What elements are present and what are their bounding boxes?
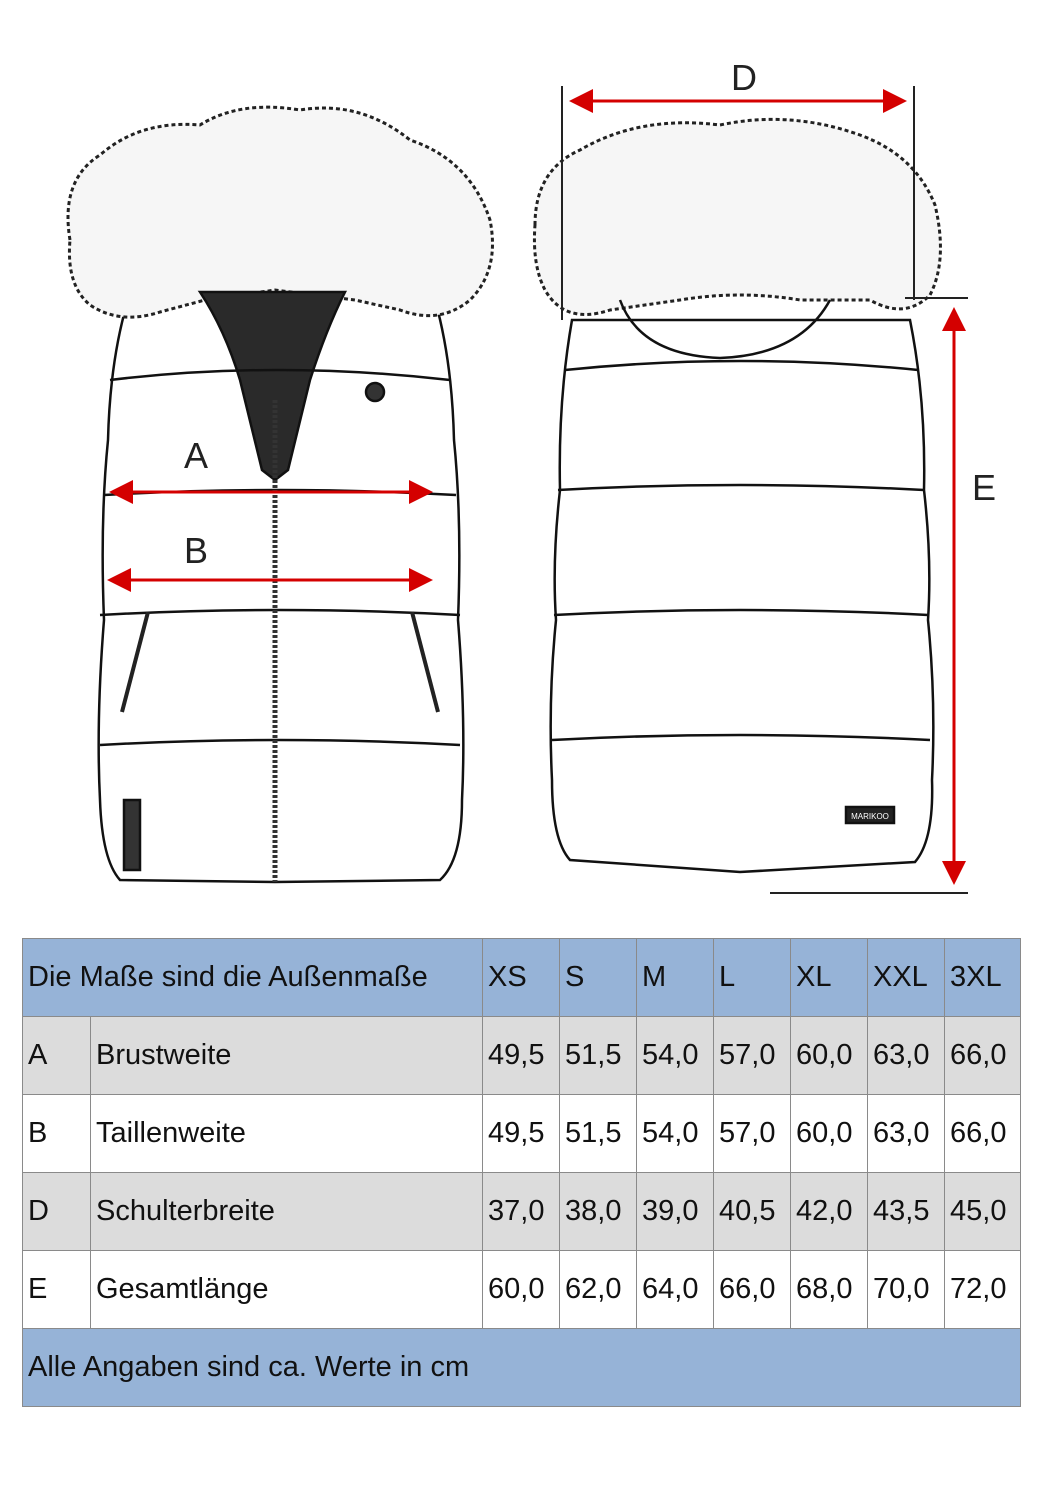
label-b: B [184, 530, 209, 571]
size-table-body [23, 939, 1021, 1407]
table-cell: 45,0 [945, 1173, 1021, 1251]
table-row [23, 1173, 1021, 1251]
table-cell: 63,0 [868, 1095, 945, 1173]
row-name: Schulterbreite [91, 1173, 483, 1251]
row-key: D [23, 1173, 91, 1251]
table-cell: 51,5 [560, 1095, 637, 1173]
table-header-title: Die Maße sind die Außenmaße [23, 939, 483, 1017]
table-cell: 66,0 [945, 1017, 1021, 1095]
table-header-row [23, 939, 1021, 1017]
row-name: Brustweite [91, 1017, 483, 1095]
size-header: L [714, 939, 791, 1017]
table-row [23, 1095, 1021, 1173]
vest-back-view [534, 119, 940, 872]
table-cell: 64,0 [637, 1251, 714, 1329]
table-cell: 54,0 [637, 1095, 714, 1173]
table-cell: 62,0 [560, 1251, 637, 1329]
row-key: B [23, 1095, 91, 1173]
row-key: E [23, 1251, 91, 1329]
table-cell: 66,0 [714, 1251, 791, 1329]
row-name: Taillenweite [91, 1095, 483, 1173]
label-d: D [731, 57, 757, 98]
table-cell: 66,0 [945, 1095, 1021, 1173]
label-e: E [972, 467, 997, 508]
table-cell: 37,0 [483, 1173, 560, 1251]
table-cell: 39,0 [637, 1173, 714, 1251]
table-cell: 54,0 [637, 1017, 714, 1095]
size-header: XL [791, 939, 868, 1017]
table-cell: 57,0 [714, 1095, 791, 1173]
table-cell: 57,0 [714, 1017, 791, 1095]
size-header: 3XL [945, 939, 1021, 1017]
table-cell: 43,5 [868, 1173, 945, 1251]
size-header: XXL [868, 939, 945, 1017]
table-footer-note: Alle Angaben sind ca. Werte in cm [23, 1329, 1021, 1407]
table-cell: 42,0 [791, 1173, 868, 1251]
row-name: Gesamtlänge [91, 1251, 483, 1329]
table-cell: 38,0 [560, 1173, 637, 1251]
size-header: XS [483, 939, 560, 1017]
table-cell: 51,5 [560, 1017, 637, 1095]
row-key: A [23, 1017, 91, 1095]
table-cell: 70,0 [868, 1251, 945, 1329]
table-cell: 68,0 [791, 1251, 868, 1329]
table-cell: 60,0 [483, 1251, 560, 1329]
table-cell: 72,0 [945, 1251, 1021, 1329]
size-header: M [637, 939, 714, 1017]
table-cell: 40,5 [714, 1173, 791, 1251]
table-row [23, 1251, 1021, 1329]
vest-front-view [68, 107, 493, 882]
size-table [22, 938, 1021, 1407]
table-cell: 60,0 [791, 1017, 868, 1095]
table-cell: 63,0 [868, 1017, 945, 1095]
table-cell: 60,0 [791, 1095, 868, 1173]
back-brand-tag: MARIKOO [851, 812, 889, 821]
size-header: S [560, 939, 637, 1017]
label-a: A [184, 435, 209, 476]
table-cell: 49,5 [483, 1017, 560, 1095]
table-footer-row [23, 1329, 1021, 1407]
table-row [23, 1017, 1021, 1095]
table-cell: 49,5 [483, 1095, 560, 1173]
